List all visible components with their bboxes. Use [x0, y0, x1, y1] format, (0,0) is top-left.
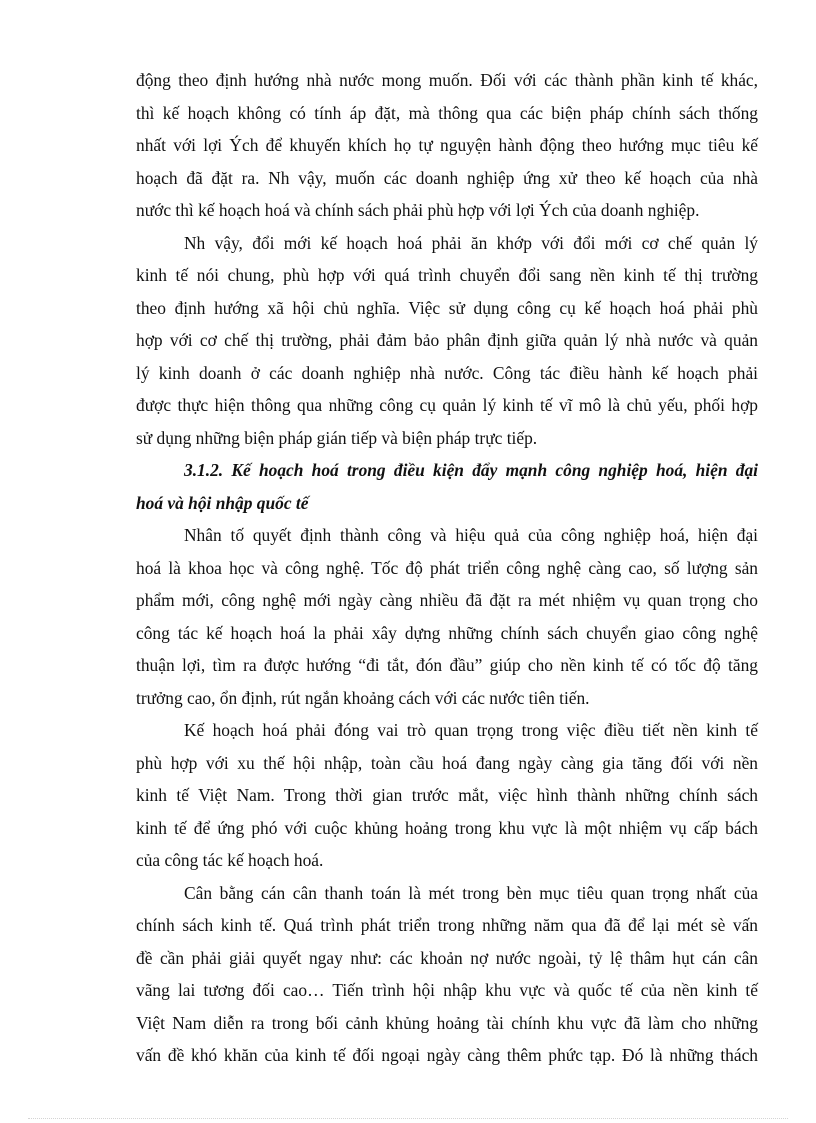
- text-line: 3.1.2. Kế hoạch hoá trong điều kiện đẩy mạnh công nghiệp hoá, hiện đại: [184, 460, 758, 480]
- text-line: trưởng cao, ổn định, rút ngắn khoảng cách với các nước tiên tiến.: [136, 687, 590, 708]
- text-line: sử dụng những biện pháp gián tiếp và biện pháp trực tiếp.: [136, 427, 538, 448]
- text-line: Kế hoạch hoá phải đóng vai trò quan trọng trong việc điều tiết nền kinh tế: [184, 720, 758, 740]
- paragraph: [136, 519, 758, 714]
- document-body: [136, 64, 758, 1072]
- text-line: hoạch đã đặt ra. Nh vậy, muốn các doanh nghiệp ứng xử theo kế hoạch của nhà: [136, 167, 758, 188]
- text-line: Cân bằng cán cân thanh toán là mét trong bèn mục tiêu quan trọng nhất của: [184, 882, 758, 903]
- paragraph: [136, 64, 758, 227]
- text-line: vấn đề khó khăn của kinh tế đối ngoại ngày càng thêm phức tạp. Đó là những thách: [136, 1045, 758, 1065]
- text-line: theo định hướng xã hội chủ nghĩa. Việc sử dụng công cụ kế hoạch hoá phải phù: [136, 297, 758, 318]
- text-line: đề cần phải giải quyết ngay như: các khoản nợ nước ngoài, tỷ lệ thâm hụt cán cân: [136, 947, 758, 968]
- text-line: vãng lai tương đối cao… Tiến trình hội nhập khu vực và quốc tế của nền kinh tế: [136, 980, 758, 1000]
- text-line: hợp với cơ chế thị trường, phải đảm bảo phân định giữa quản lý nhà nước và quản: [136, 330, 758, 350]
- text-line: kinh tế Việt Nam. Trong thời gian trước mắt, việc hình thành những chính sách: [136, 785, 758, 805]
- section-heading: [136, 454, 758, 519]
- paragraph: [136, 714, 758, 877]
- text-line: thuận lợi, tìm ra được hướng “đi tắt, đón đầu” giúp cho nền kinh tế có tốc độ tăng: [136, 655, 758, 675]
- text-line: nước thì kế hoạch hoá và chính sách phải phù hợp với lợi Ých của doanh nghiệp.: [136, 200, 700, 220]
- text-line: Nh vậy, đổi mới kế hoạch hoá phải ăn khớp với đổi mới cơ chế quản lý: [184, 232, 758, 253]
- text-line: thì kế hoạch không có tính áp đặt, mà thông qua các biện pháp chính sách thống: [136, 102, 758, 123]
- text-line: được thực hiện thông qua những công cụ quản lý kinh tế vĩ mô là chủ yếu, phối hợp: [136, 395, 758, 415]
- text-line: công tác kế hoạch hoá la phải xây dựng những chính sách chuyển giao công nghệ: [136, 622, 758, 643]
- text-line: kinh tế nói chung, phù hợp với quá trình chuyển đổi sang nền kinh tế thị trường: [136, 265, 758, 285]
- paragraph: [136, 227, 758, 455]
- text-line: hoá và hội nhập quốc tế: [136, 492, 309, 513]
- text-line: chính sách kinh tế. Quá trình phát triển trong những năm qua đã để lại mét sè vấn: [136, 915, 758, 935]
- text-line: động theo định hướng nhà nước mong muốn. Đối với các thành phần kinh tế khác,: [136, 70, 758, 90]
- text-line: kinh tế để ứng phó với cuộc khủng hoảng trong khu vực là một nhiệm vụ cấp bách: [136, 817, 758, 838]
- text-line: của công tác kế hoạch hoá.: [136, 850, 324, 870]
- text-line: nhất với lợi Ých để khuyến khích họ tự nguyện hành động theo hướng mục tiêu kế: [136, 135, 758, 155]
- text-line: Việt Nam diễn ra trong bối cảnh khủng hoảng tài chính khu vực đã làm cho những: [136, 1012, 758, 1033]
- text-line: phẩm mới, công nghệ mới ngày càng nhiều đã đặt ra mét nhiệm vụ quan trọng cho: [136, 590, 758, 610]
- text-line: Nhân tố quyết định thành công và hiệu quả của công nghiệp hoá, hiện đại: [184, 525, 758, 545]
- text-line: phù hợp với xu thế hội nhập, toàn cầu hoá đang ngày càng gia tăng đối với nền: [136, 752, 758, 773]
- paragraph: [136, 877, 758, 1072]
- page-bottom-border: [28, 1118, 788, 1119]
- text-line: lý kinh doanh ở các doanh nghiệp nhà nước. Công tác điều hành kế hoạch phải: [136, 362, 758, 383]
- text-line: hoá là khoa học và công nghệ. Tốc độ phát triển công nghệ càng cao, số lượng sản: [136, 557, 758, 578]
